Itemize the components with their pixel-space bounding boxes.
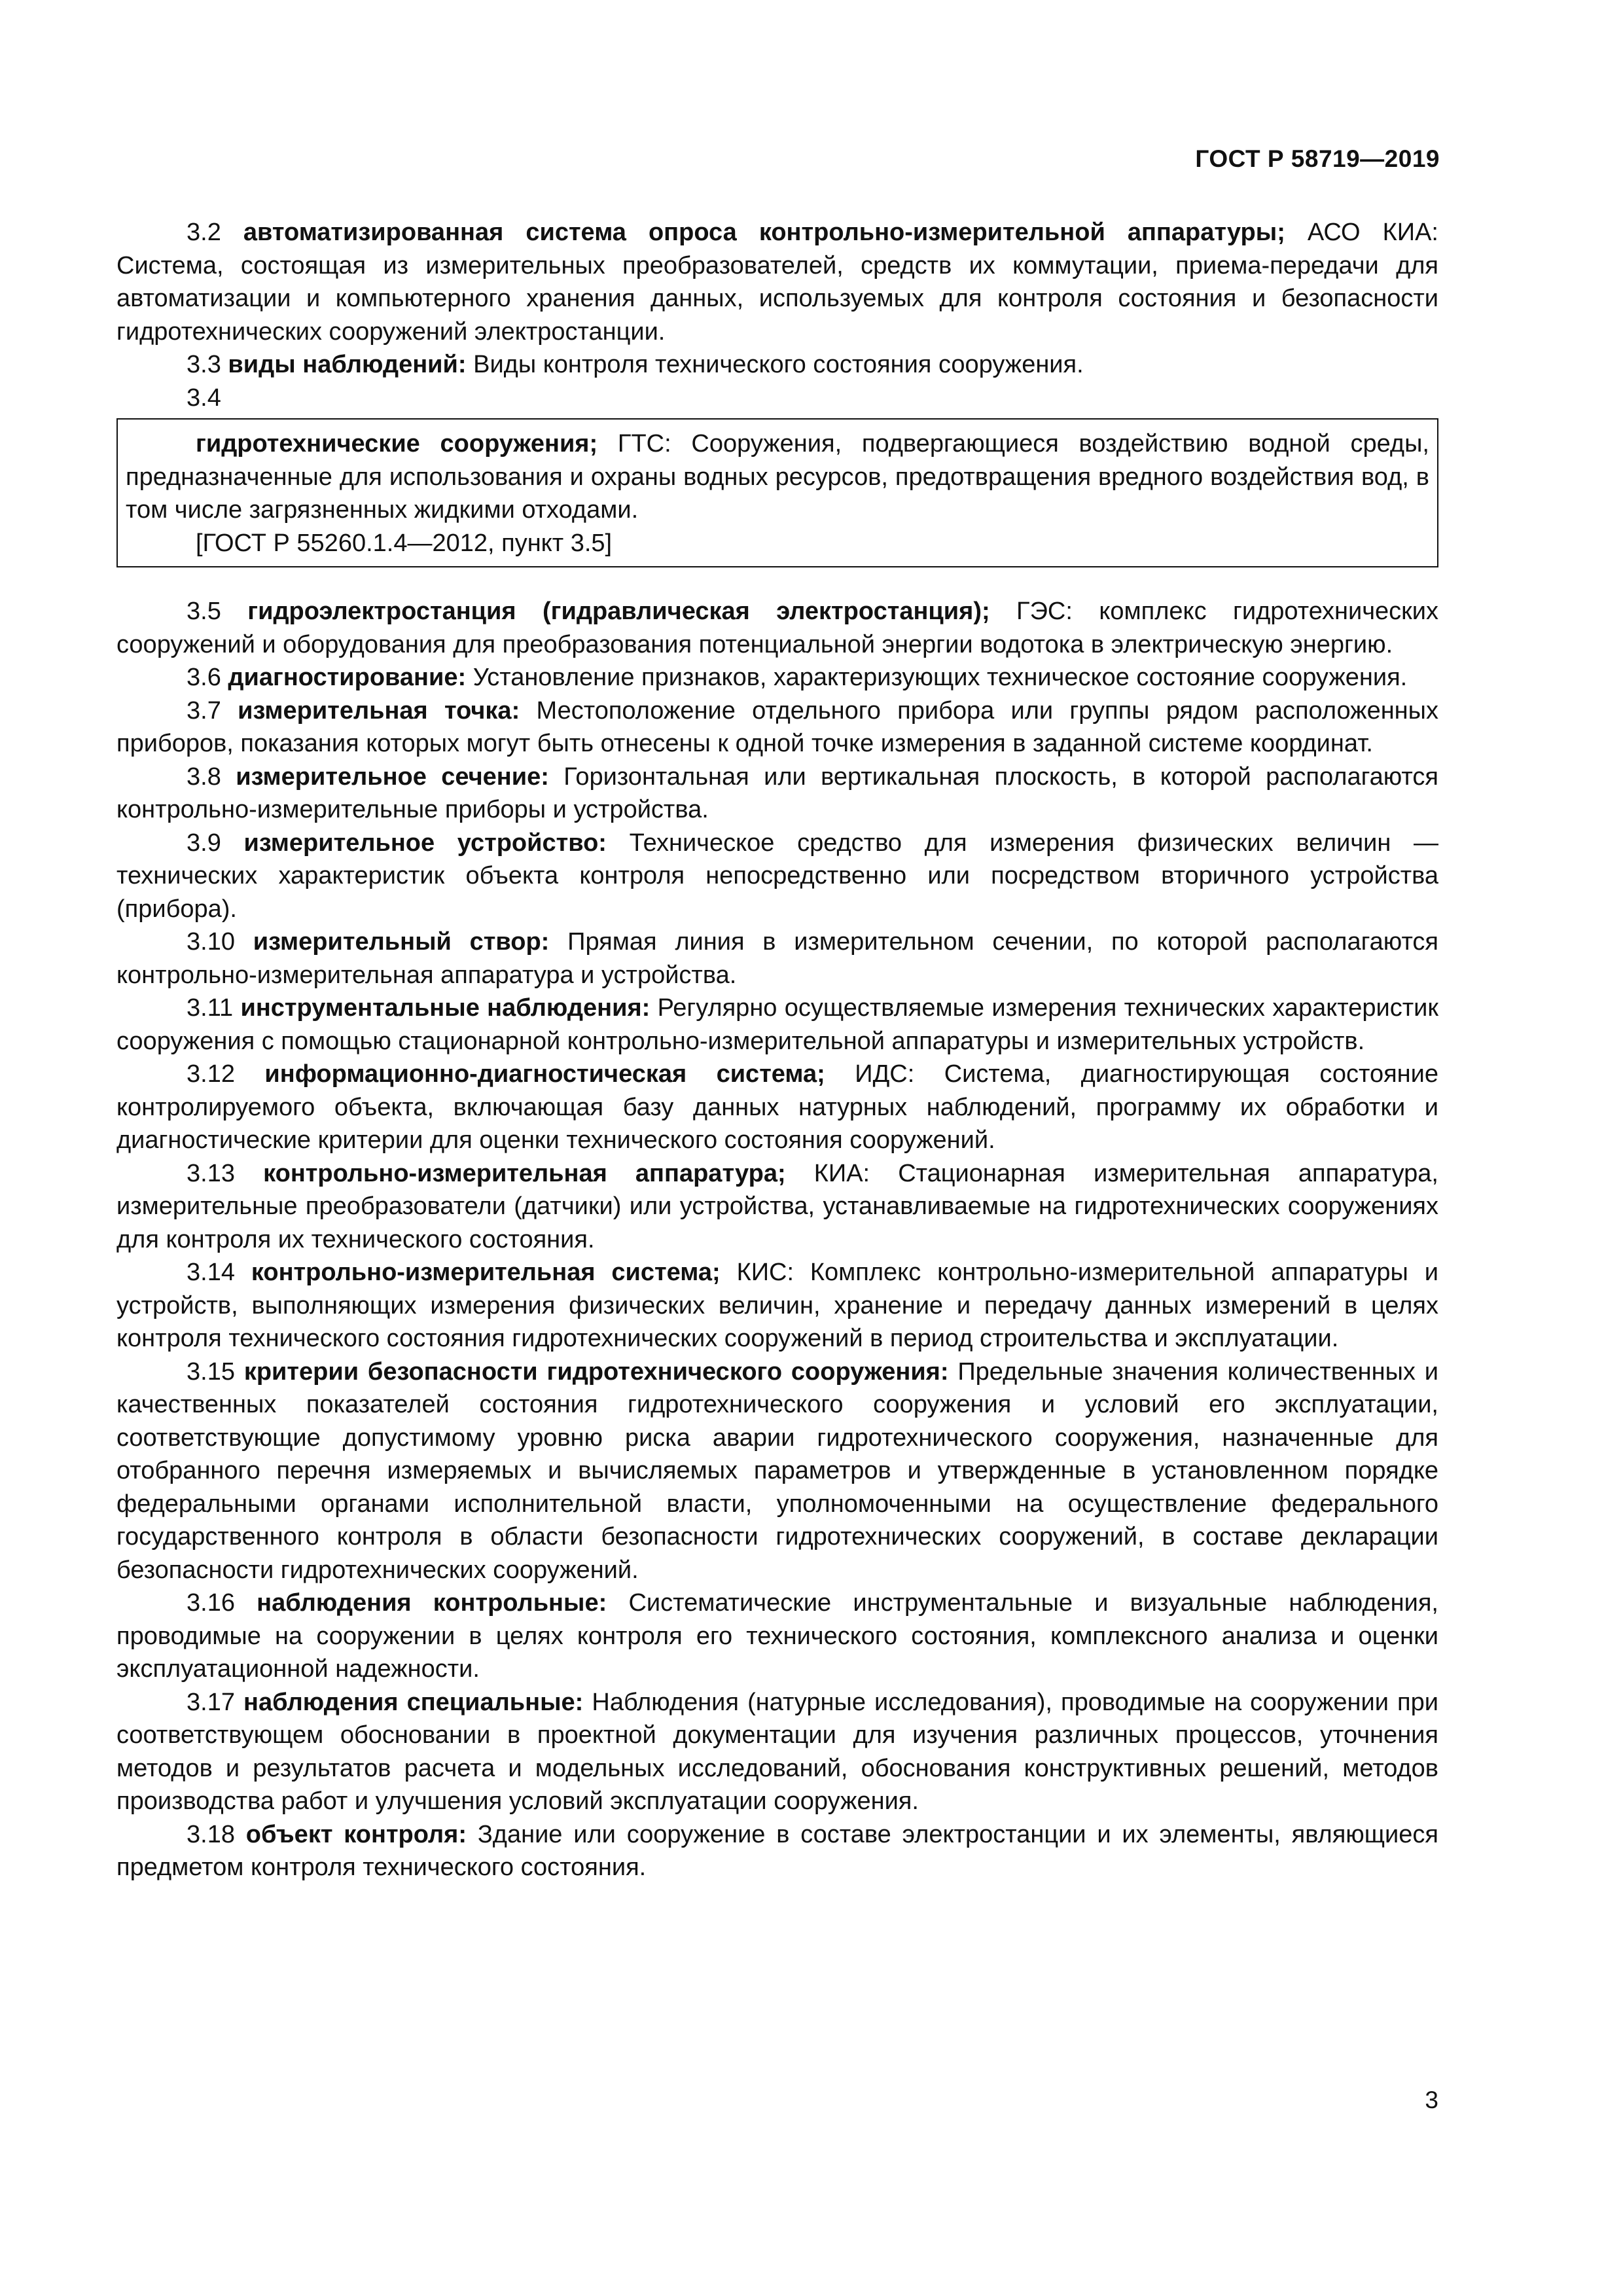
term-title: гидроэлектростанция (гидравлическая электростанция); [247, 598, 990, 625]
term-definition: Здание или сооружение в составе электростанции и их элементы, являющиеся предметом контроля технического состояния. [116, 1820, 1438, 1881]
term-definition: Установление признаков, характеризующих техническое состояние сооружения. [473, 664, 1408, 691]
term-title: информационно-диагностическая система; [264, 1060, 825, 1088]
term-entry [116, 1355, 1438, 1587]
term-title: инструментальные наблюдения: [240, 994, 651, 1022]
term-title: виды наблюдений: [228, 351, 467, 378]
term-title: диагностирование: [228, 664, 467, 691]
term-entry [116, 661, 1438, 694]
term-definition: Наблюдения (натурные исследования), проводимые на сооружении при соответствующем обосновании в проектной документации для изучения различных процессов, уточнения методов и результатов расчета и модельных исследований, обоснования конструктивных решений, методов производства работ и улучшения условий эксплуатации сооружения. [116, 1688, 1438, 1815]
term-definition: Регулярно осуществляемые измерения технических характеристик сооружения с помощью стационарной контрольно-измерительной аппаратуры и измерительных устройств. [116, 994, 1438, 1055]
boxed-term-title: гидротехнические сооружения; [196, 430, 598, 457]
term-number: 3.6 [187, 664, 221, 691]
standard-id: ГОСТ Р 58719—2019 [1195, 145, 1440, 172]
term-number: 3.10 [187, 928, 235, 956]
term-number: 3.2 [187, 219, 221, 246]
term-definition: Прямая линия в измерительном сечении, по которой располагаются контрольно-измерительная аппаратура и устройства. [116, 928, 1438, 989]
term-entry [116, 595, 1438, 661]
term-title: контрольно-измерительная система; [251, 1259, 721, 1286]
term-title: измерительное сечение: [236, 762, 549, 791]
term-number: 3.14 [187, 1259, 235, 1286]
term-definition: Виды контроля технического состояния сооружения. [473, 351, 1084, 378]
term-definition: Предельные значения количественных и качественных показателей состояния гидротехнического сооружения и условий его эксплуатации, соответствующие допустимому уровню риска аварии гидротехнического сооружения, назначенные для отобранного перечня измеряемых и вычисляемых параметров и утвержденные в установленном порядке федеральными органами исполнительной власти, уполномоченными на осуществление федерального государственного контроля в области безопасности гидротехнических сооружений, в составе декларации безопасности гидротехнических сооружений. [116, 1357, 1438, 1584]
term-entry [116, 992, 1438, 1058]
term-title: контрольно-измерительная аппаратура; [263, 1159, 786, 1187]
term-title: объект контроля: [245, 1820, 467, 1848]
term-entry [116, 761, 1438, 827]
term-entry [116, 1686, 1438, 1818]
term-definition: Горизонтальная или вертикальная плоскость, в которой располагаются контрольно-измерительные приборы и устройства. [116, 762, 1438, 823]
term-entry [116, 216, 1438, 348]
term-number: 3.13 [187, 1159, 235, 1187]
term-title: наблюдения специальные: [243, 1688, 584, 1716]
boxed-term-frame [116, 418, 1438, 567]
term-title: наблюдения контрольные: [257, 1589, 607, 1617]
term-number: 3.11 [187, 994, 234, 1022]
term-number: 3.15 [187, 1357, 235, 1386]
term-title: измерительный створ: [253, 928, 550, 956]
term-definition: АСО КИА: Система, состоящая из измерительных преобразователей, средств их коммутации, приема-передачи для автоматизации и компьютерного хранения данных, используемых для контроля состояния и безопасности гидротехнических сооружений электростанции. [116, 219, 1438, 346]
term-definition: КИА: Стационарная измерительная аппаратура, измерительные преобразователи (датчики) или устройства, устанавливаемые на гидротехнических сооружениях для контроля их технического состояния. [116, 1159, 1438, 1253]
term-definition: Техническое средство для измерения физических величин — технических характеристик объекта контроля непосредственно или посредством вторичного устройства (прибора). [116, 829, 1438, 923]
term-entry [116, 1058, 1438, 1157]
term-entry [116, 348, 1438, 382]
term-entry [116, 1818, 1438, 1884]
term-number: 3.17 [187, 1688, 235, 1716]
standard-header [1195, 145, 1440, 173]
term-entry [116, 694, 1438, 761]
term-number: 3.8 [187, 762, 221, 791]
term-title: измерительное устройство: [243, 829, 607, 857]
term-entry [116, 1587, 1438, 1686]
term-entry [116, 1157, 1438, 1257]
boxed-term-entry [126, 427, 1429, 527]
term-entry [116, 925, 1438, 992]
term-definition: ИДС: Система, диагностирующая состояние контролируемого объекта, включающая базу данных натурных наблюдений, программу их обработки и диагностические критерии для оценки технического состояния сооружений. [116, 1060, 1439, 1154]
boxed-term-definition: ГТС: Сооружения, подвергающиеся воздействию водной среды, предназначенные для использования и охраны водных ресурсов, предотвращения вредного воздействия вод, в том числе загрязненных жидкими отходами. [126, 430, 1429, 524]
term-number: 3.3 [187, 351, 221, 378]
term-title: автоматизированная система опроса контрольно-измерительной аппаратуры; [243, 219, 1285, 246]
terms-section [116, 216, 1438, 1884]
term-number: 3.18 [187, 1820, 235, 1848]
term-definition: КИС: Комплекс контрольно-измерительной аппаратуры и устройств, выполняющих измерения физических величин, хранение и передачу данных измерений в целях контроля технического состояния гидротехнических сооружений в период строительства и эксплуатации. [116, 1259, 1438, 1352]
term-title: измерительная точка: [238, 696, 520, 725]
term-definition: Систематические инструментальные и визуальные наблюдения, проводимые на сооружении в целях контроля его технического состояния, комплексного анализа и оценки эксплуатационной надежности. [116, 1589, 1438, 1683]
term-number: 3.16 [187, 1589, 235, 1617]
term-number: 3.5 [187, 598, 221, 625]
term-entry [116, 827, 1438, 926]
term-number: 3.7 [187, 696, 221, 725]
term-number: 3.9 [187, 829, 221, 857]
boxed-term-source: [ГОСТ Р 55260.1.4—2012, пункт 3.5] [196, 529, 613, 557]
term-definition: ГЭС: комплекс гидротехнических сооружений и оборудования для преобразования потенциальной энергии водотока в электрическую энергию. [116, 598, 1438, 658]
page-number: 3 [1425, 2087, 1438, 2113]
term-entry [116, 1256, 1438, 1355]
term-title: критерии безопасности гидротехнического сооружения: [243, 1357, 949, 1386]
term-definition: Местоположение отдельного прибора или группы рядом расположенных приборов, показания которых могут быть отнесены к одной точке измерения в заданной системе координат. [116, 696, 1438, 757]
boxed-term-number: 3.4 [187, 384, 221, 412]
term-number: 3.12 [187, 1060, 235, 1088]
